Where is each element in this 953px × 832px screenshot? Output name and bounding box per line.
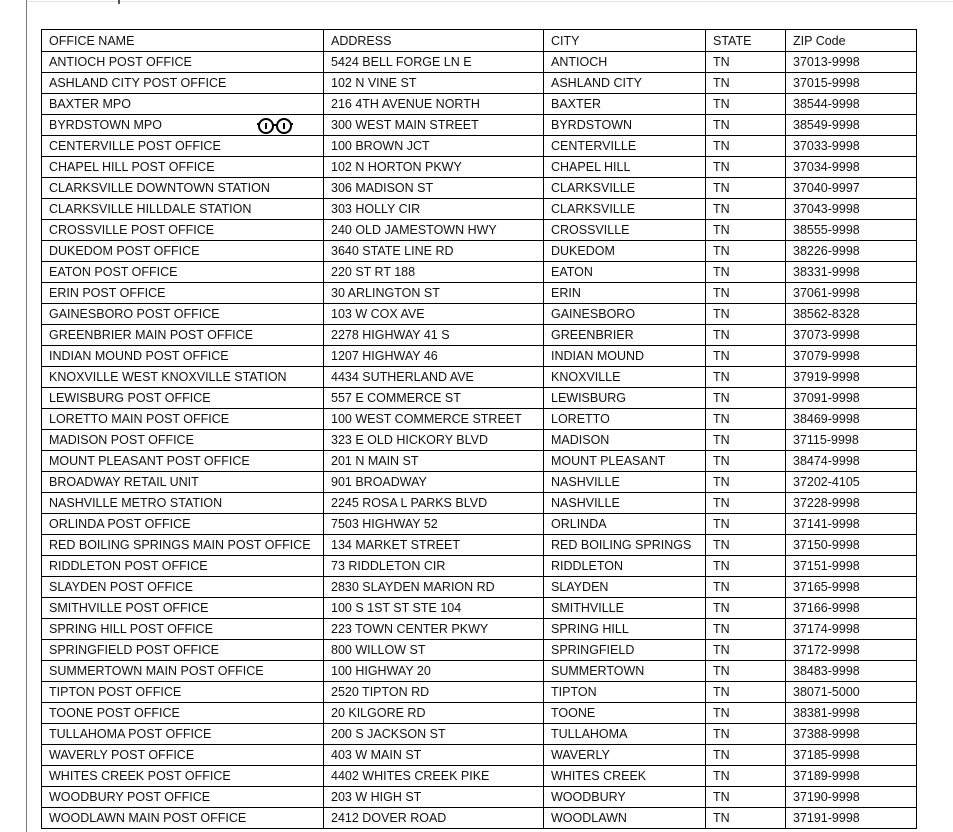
table-row (42, 661, 917, 682)
cell-zip-code: 37189-9998 (786, 766, 917, 787)
cell-state: TN (706, 682, 786, 703)
cell-zip-code: 37015-9998 (786, 73, 917, 94)
cell-address: 2520 TIPTON RD (324, 682, 544, 703)
cell-address: 557 E COMMERCE ST (324, 388, 544, 409)
cell-address: 102 N VINE ST (324, 73, 544, 94)
cell-office-name: SUMMERTOWN MAIN POST OFFICE (42, 661, 324, 682)
cell-city: TOONE (544, 703, 706, 724)
cell-zip-code: 37165-9998 (786, 577, 917, 598)
cell-address: 30 ARLINGTON ST (324, 283, 544, 304)
cell-address: 100 S 1ST ST STE 104 (324, 598, 544, 619)
cell-address: 20 KILGORE RD (324, 703, 544, 724)
cell-city: GREENBRIER (544, 325, 706, 346)
cell-office-name: RED BOILING SPRINGS MAIN POST OFFICE (42, 535, 324, 556)
cell-address: 216 4TH AVENUE NORTH (324, 94, 544, 115)
header-zip-code: ZIP Code (786, 30, 917, 52)
cell-office-name: BYRDSTOWN MPO (42, 115, 324, 136)
cell-zip-code: 38474-9998 (786, 451, 917, 472)
cell-city: EATON (544, 262, 706, 283)
cell-office-name: WOODLAWN MAIN POST OFFICE (42, 808, 324, 829)
cell-city: WHITES CREEK (544, 766, 706, 787)
header-city: CITY (544, 30, 706, 52)
cell-zip-code: 37202-4105 (786, 472, 917, 493)
cell-office-name: GREENBRIER MAIN POST OFFICE (42, 325, 324, 346)
cell-address: 3640 STATE LINE RD (324, 241, 544, 262)
cell-office-name: ASHLAND CITY POST OFFICE (42, 73, 324, 94)
cell-office-name: INDIAN MOUND POST OFFICE (42, 346, 324, 367)
cell-city: NASHVILLE (544, 493, 706, 514)
cell-zip-code: 37034-9998 (786, 157, 917, 178)
cell-office-name: SPRINGFIELD POST OFFICE (42, 640, 324, 661)
cell-city: CLARKSVILLE (544, 199, 706, 220)
cell-state: TN (706, 52, 786, 73)
table-row (42, 556, 917, 577)
cell-city: MADISON (544, 430, 706, 451)
cell-zip-code: 37919-9998 (786, 367, 917, 388)
cell-state: TN (706, 451, 786, 472)
cell-city: WAVERLY (544, 745, 706, 766)
cell-state: TN (706, 556, 786, 577)
cell-city: SPRINGFIELD (544, 640, 706, 661)
cell-address: 2830 SLAYDEN MARION RD (324, 577, 544, 598)
cell-zip-code: 37061-9998 (786, 283, 917, 304)
cell-state: TN (706, 577, 786, 598)
cell-city: SUMMERTOWN (544, 661, 706, 682)
cell-zip-code: 37388-9998 (786, 724, 917, 745)
cell-state: TN (706, 304, 786, 325)
cell-office-name: CLARKSVILLE HILLDALE STATION (42, 199, 324, 220)
table-row (42, 724, 917, 745)
cell-zip-code: 37141-9998 (786, 514, 917, 535)
table-row (42, 598, 917, 619)
table-row (42, 241, 917, 262)
cell-address: 73 RIDDLETON CIR (324, 556, 544, 577)
cell-office-name: TULLAHOMA POST OFFICE (42, 724, 324, 745)
cell-city: RIDDLETON (544, 556, 706, 577)
page-top-mark (118, 0, 120, 4)
cell-address: 4434 SUTHERLAND AVE (324, 367, 544, 388)
cell-zip-code: 37040-9997 (786, 178, 917, 199)
cell-state: TN (706, 73, 786, 94)
cell-city: DUKEDOM (544, 241, 706, 262)
cell-city: INDIAN MOUND (544, 346, 706, 367)
table-row (42, 514, 917, 535)
cell-office-name: KNOXVILLE WEST KNOXVILLE STATION (42, 367, 324, 388)
cell-office-name: EATON POST OFFICE (42, 262, 324, 283)
table-row (42, 766, 917, 787)
table-row (42, 388, 917, 409)
cell-state: TN (706, 367, 786, 388)
table-row (42, 199, 917, 220)
table-row (42, 451, 917, 472)
cell-zip-code: 38381-9998 (786, 703, 917, 724)
cell-office-name: BROADWAY RETAIL UNIT (42, 472, 324, 493)
cell-zip-code: 37185-9998 (786, 745, 917, 766)
cell-city: CHAPEL HILL (544, 157, 706, 178)
cell-address: 100 HIGHWAY 20 (324, 661, 544, 682)
cell-address: 100 BROWN JCT (324, 136, 544, 157)
cell-address: 203 W HIGH ST (324, 787, 544, 808)
cell-state: TN (706, 220, 786, 241)
cell-address: 4402 WHITES CREEK PIKE (324, 766, 544, 787)
table-header-row (42, 30, 917, 52)
cell-address: 403 W MAIN ST (324, 745, 544, 766)
cell-zip-code: 37013-9998 (786, 52, 917, 73)
table-row (42, 283, 917, 304)
cell-address: 306 MADISON ST (324, 178, 544, 199)
cell-city: KNOXVILLE (544, 367, 706, 388)
cell-city: ORLINDA (544, 514, 706, 535)
cell-state: TN (706, 241, 786, 262)
cell-state: TN (706, 724, 786, 745)
cell-address: 200 S JACKSON ST (324, 724, 544, 745)
cell-zip-code: 38331-9998 (786, 262, 917, 283)
cell-office-name: WAVERLY POST OFFICE (42, 745, 324, 766)
cell-city: LEWISBURG (544, 388, 706, 409)
cell-city: WOODLAWN (544, 808, 706, 829)
cell-city: ANTIOCH (544, 52, 706, 73)
cell-address: 5424 BELL FORGE LN E (324, 52, 544, 73)
cell-office-name: ORLINDA POST OFFICE (42, 514, 324, 535)
cell-state: TN (706, 346, 786, 367)
post-office-table (41, 29, 917, 829)
cell-zip-code: 37033-9998 (786, 136, 917, 157)
cell-state: TN (706, 640, 786, 661)
cell-state: TN (706, 430, 786, 451)
cell-office-name: CROSSVILLE POST OFFICE (42, 220, 324, 241)
cell-state: TN (706, 199, 786, 220)
cell-state: TN (706, 514, 786, 535)
cell-city: MOUNT PLEASANT (544, 451, 706, 472)
cell-state: TN (706, 388, 786, 409)
cell-city: SLAYDEN (544, 577, 706, 598)
cell-state: TN (706, 115, 786, 136)
glasses-icon (256, 117, 294, 135)
table-row (42, 472, 917, 493)
cell-city: SPRING HILL (544, 619, 706, 640)
cell-zip-code: 37166-9998 (786, 598, 917, 619)
table-row (42, 262, 917, 283)
cell-zip-code: 38483-9998 (786, 661, 917, 682)
cell-zip-code: 37115-9998 (786, 430, 917, 451)
cell-zip-code: 38555-9998 (786, 220, 917, 241)
cell-address: 323 E OLD HICKORY BLVD (324, 430, 544, 451)
cell-city: CROSSVILLE (544, 220, 706, 241)
cell-office-name: LORETTO MAIN POST OFFICE (42, 409, 324, 430)
cell-state: TN (706, 745, 786, 766)
cell-state: TN (706, 535, 786, 556)
cell-zip-code: 38469-9998 (786, 409, 917, 430)
cell-office-name: MADISON POST OFFICE (42, 430, 324, 451)
cell-address: 300 WEST MAIN STREET (324, 115, 544, 136)
cell-city: BYRDSTOWN (544, 115, 706, 136)
cell-state: TN (706, 493, 786, 514)
table-row (42, 535, 917, 556)
table-row (42, 619, 917, 640)
cell-state: TN (706, 661, 786, 682)
cell-office-name: TIPTON POST OFFICE (42, 682, 324, 703)
header-address: ADDRESS (324, 30, 544, 52)
cell-zip-code: 37091-9998 (786, 388, 917, 409)
cell-state: TN (706, 472, 786, 493)
cell-city: TULLAHOMA (544, 724, 706, 745)
cell-state: TN (706, 598, 786, 619)
cell-zip-code: 37191-9998 (786, 808, 917, 829)
table-row (42, 640, 917, 661)
cell-office-name: BAXTER MPO (42, 94, 324, 115)
cell-office-name: MOUNT PLEASANT POST OFFICE (42, 451, 324, 472)
cell-office-name: DUKEDOM POST OFFICE (42, 241, 324, 262)
cell-zip-code: 37172-9998 (786, 640, 917, 661)
table-row (42, 178, 917, 199)
cell-city: ERIN (544, 283, 706, 304)
table-row (42, 682, 917, 703)
header-office-name: OFFICE NAME (42, 30, 324, 52)
cell-zip-code: 37174-9998 (786, 619, 917, 640)
cell-address: 2245 ROSA L PARKS BLVD (324, 493, 544, 514)
cell-office-name: SLAYDEN POST OFFICE (42, 577, 324, 598)
table-row (42, 115, 917, 136)
cell-address: 303 HOLLY CIR (324, 199, 544, 220)
cell-state: TN (706, 283, 786, 304)
cell-office-name: CHAPEL HILL POST OFFICE (42, 157, 324, 178)
cell-address: 220 ST RT 188 (324, 262, 544, 283)
table-body (42, 52, 917, 829)
cell-zip-code: 38562-8328 (786, 304, 917, 325)
cell-city: GAINESBORO (544, 304, 706, 325)
cell-office-name: WHITES CREEK POST OFFICE (42, 766, 324, 787)
cell-city: WOODBURY (544, 787, 706, 808)
cell-zip-code: 37228-9998 (786, 493, 917, 514)
cell-zip-code: 37151-9998 (786, 556, 917, 577)
cell-state: TN (706, 808, 786, 829)
cell-zip-code: 38071-5000 (786, 682, 917, 703)
cell-state: TN (706, 325, 786, 346)
cell-city: TIPTON (544, 682, 706, 703)
cell-state: TN (706, 703, 786, 724)
cell-state: TN (706, 787, 786, 808)
cell-city: CLARKSVILLE (544, 178, 706, 199)
cell-address: 100 WEST COMMERCE STREET (324, 409, 544, 430)
cell-office-name: CLARKSVILLE DOWNTOWN STATION (42, 178, 324, 199)
cell-city: ASHLAND CITY (544, 73, 706, 94)
cell-address: 2412 DOVER ROAD (324, 808, 544, 829)
cell-city: SMITHVILLE (544, 598, 706, 619)
cell-zip-code: 37073-9998 (786, 325, 917, 346)
cell-address: 800 WILLOW ST (324, 640, 544, 661)
cell-address: 240 OLD JAMESTOWN HWY (324, 220, 544, 241)
cell-state: TN (706, 619, 786, 640)
cell-office-name: LEWISBURG POST OFFICE (42, 388, 324, 409)
cell-city: BAXTER (544, 94, 706, 115)
cell-zip-code: 38549-9998 (786, 115, 917, 136)
cell-address: 901 BROADWAY (324, 472, 544, 493)
cell-state: TN (706, 94, 786, 115)
table-row (42, 157, 917, 178)
cell-office-name: ANTIOCH POST OFFICE (42, 52, 324, 73)
cell-state: TN (706, 262, 786, 283)
page-top-border (27, 1, 953, 2)
cell-state: TN (706, 766, 786, 787)
cell-office-name: GAINESBORO POST OFFICE (42, 304, 324, 325)
cell-office-name: CENTERVILLE POST OFFICE (42, 136, 324, 157)
cell-office-name: SMITHVILLE POST OFFICE (42, 598, 324, 619)
cell-address: 223 TOWN CENTER PKWY (324, 619, 544, 640)
table-row (42, 94, 917, 115)
table-row (42, 493, 917, 514)
header-state: STATE (706, 30, 786, 52)
cell-state: TN (706, 157, 786, 178)
cell-address: 1207 HIGHWAY 46 (324, 346, 544, 367)
table-row (42, 808, 917, 829)
cell-state: TN (706, 136, 786, 157)
cell-zip-code: 37190-9998 (786, 787, 917, 808)
cell-zip-code: 38226-9998 (786, 241, 917, 262)
cell-zip-code: 38544-9998 (786, 94, 917, 115)
cell-city: RED BOILING SPRINGS (544, 535, 706, 556)
cell-city: NASHVILLE (544, 472, 706, 493)
cell-address: 2278 HIGHWAY 41 S (324, 325, 544, 346)
table-row (42, 577, 917, 598)
table-row (42, 703, 917, 724)
table-row (42, 409, 917, 430)
cell-office-name: ERIN POST OFFICE (42, 283, 324, 304)
table-row (42, 220, 917, 241)
cell-address: 134 MARKET STREET (324, 535, 544, 556)
table-row (42, 367, 917, 388)
cell-city: LORETTO (544, 409, 706, 430)
table-row (42, 430, 917, 451)
table-row (42, 136, 917, 157)
cell-state: TN (706, 409, 786, 430)
table-row (42, 745, 917, 766)
cell-office-name: WOODBURY POST OFFICE (42, 787, 324, 808)
page-left-border (26, 0, 27, 832)
table-row (42, 787, 917, 808)
cell-address: 201 N MAIN ST (324, 451, 544, 472)
cell-address: 103 W COX AVE (324, 304, 544, 325)
table-row (42, 52, 917, 73)
cell-city: CENTERVILLE (544, 136, 706, 157)
cell-office-name: NASHVILLE METRO STATION (42, 493, 324, 514)
table-row (42, 304, 917, 325)
cell-zip-code: 37079-9998 (786, 346, 917, 367)
table-row (42, 325, 917, 346)
cell-office-name: RIDDLETON POST OFFICE (42, 556, 324, 577)
table-row (42, 73, 917, 94)
cell-zip-code: 37150-9998 (786, 535, 917, 556)
cell-address: 102 N HORTON PKWY (324, 157, 544, 178)
table-row (42, 346, 917, 367)
cell-zip-code: 37043-9998 (786, 199, 917, 220)
cell-address: 7503 HIGHWAY 52 (324, 514, 544, 535)
cell-office-name: TOONE POST OFFICE (42, 703, 324, 724)
cell-office-name: SPRING HILL POST OFFICE (42, 619, 324, 640)
cell-state: TN (706, 178, 786, 199)
